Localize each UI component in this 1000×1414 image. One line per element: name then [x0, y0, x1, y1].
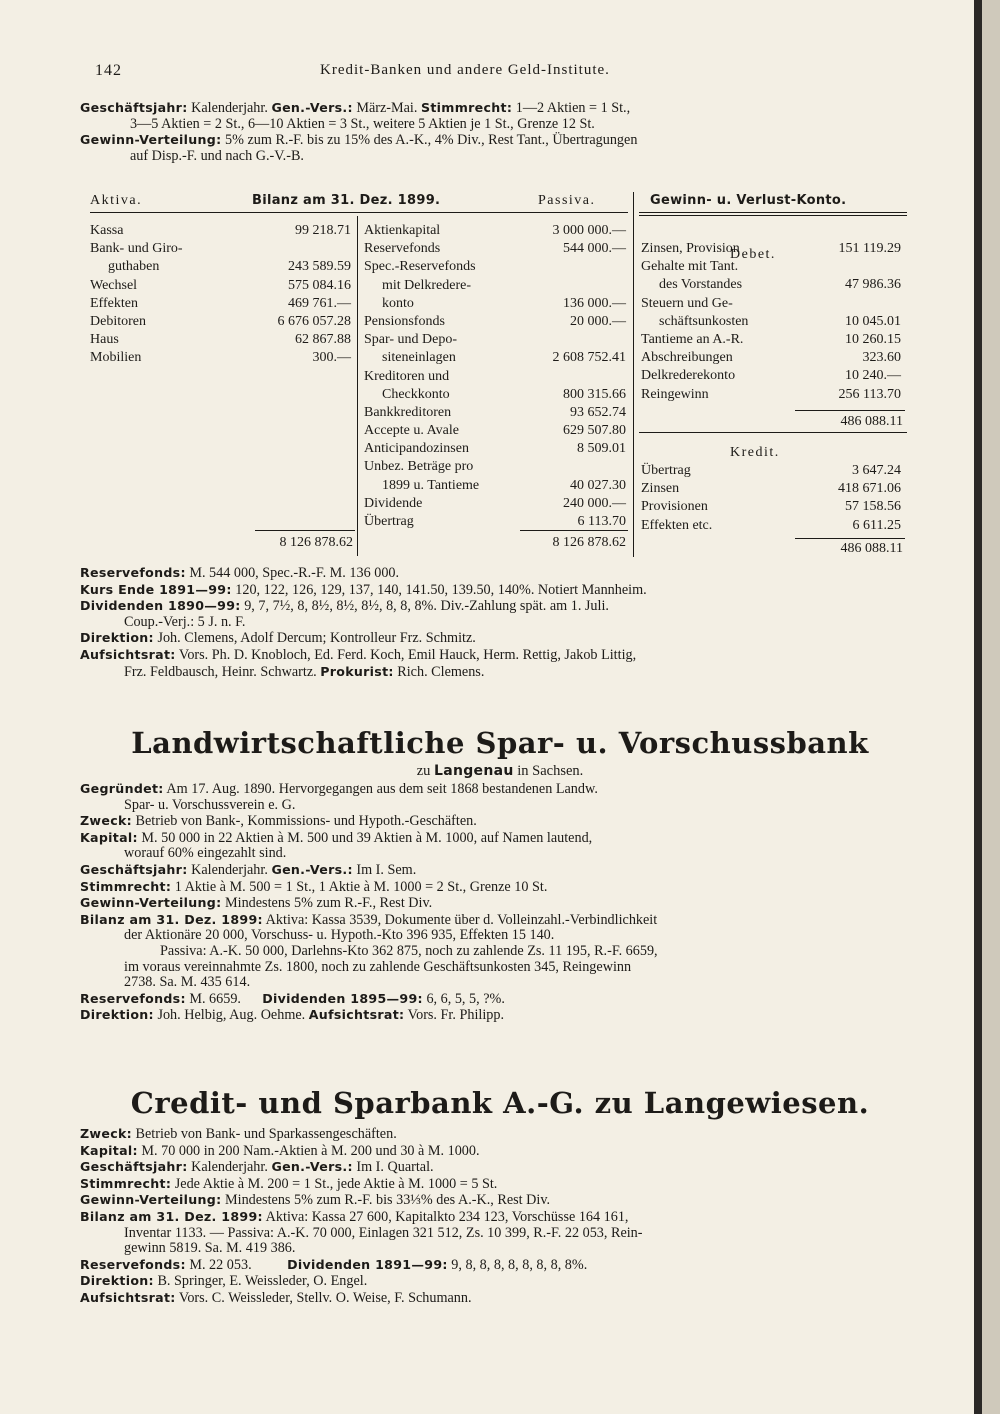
field-label: Direktion: — [80, 630, 154, 646]
info-line — [80, 1290, 910, 1307]
field-text: Kalenderjahr. — [187, 861, 272, 878]
field-text: gewinn 5819. Sa. M. 419 386. — [124, 1240, 296, 1257]
ledger-item-value: 256 113.70 — [838, 386, 901, 402]
ledger-row — [641, 462, 905, 480]
ledger-item-name: schäftsunkosten — [659, 313, 749, 329]
info-line — [80, 1126, 910, 1143]
ledger-item-name: siteneinlagen — [382, 350, 456, 366]
ledger-item-value: 10 240.— — [845, 368, 901, 384]
aktiva-total: 8 126 878.62 — [279, 535, 353, 550]
aktiva-column — [90, 222, 355, 368]
ledger-item-value: 6 676 057.28 — [277, 313, 351, 329]
ledger-item-name: Steuern und Ge- — [641, 295, 733, 311]
ledger-row — [364, 331, 630, 349]
ledger-item-value: 575 084.16 — [288, 277, 351, 293]
passiva-label: Passiva. — [538, 193, 596, 208]
field-text: Inventar 1133. — Passiva: A.-K. 70 000, Einlagen 321 512, Zs. 10 399, R.-F. 22 053, Rein- — [124, 1224, 643, 1241]
info-line — [80, 582, 910, 599]
ledger-row — [641, 276, 905, 294]
ledger-row — [364, 386, 630, 404]
info-line — [80, 895, 910, 912]
info-line: auf Disp.-F. und nach G.-V.-B. — [130, 147, 304, 164]
ledger-row — [641, 367, 905, 385]
ledger-row — [364, 313, 630, 331]
ledger-item-value: 323.60 — [862, 350, 901, 366]
ledger-item-name: guthaben — [108, 259, 160, 275]
ledger-item-name: Übertrag — [641, 463, 691, 478]
field-text: Vors. C. Weissleder, Stellv. O. Weise, F. Schumann. — [175, 1289, 472, 1306]
field-text: Mindestens 5% zum R.-F. bis 33⅓% des A.-K., Rest Div. — [221, 1192, 551, 1209]
field-label: Prokurist: — [320, 663, 394, 679]
ledger-row — [364, 495, 630, 513]
ledger-row — [641, 313, 905, 331]
field-label: Zweck: — [80, 1126, 132, 1141]
info-line — [80, 1226, 910, 1242]
field-label: Reservefonds: — [80, 565, 186, 580]
passiva-total: 8 126 878.62 — [552, 535, 626, 550]
ledger-item-value: 240 000.— — [563, 495, 626, 511]
ledger-item-value: 93 652.74 — [570, 404, 626, 420]
info-line — [80, 928, 910, 944]
ledger-item-value: 20 000.— — [570, 313, 626, 329]
field-label: Kurs Ende 1891—99: — [80, 581, 232, 597]
info-line — [80, 1257, 910, 1274]
info-line — [80, 615, 910, 631]
sum-rule — [255, 530, 355, 531]
ledger-item-name: Bank- und Giro- — [90, 241, 183, 257]
page-edge — [982, 0, 1000, 1414]
ledger-row — [641, 295, 905, 313]
field-label: Reservefonds: — [80, 1256, 186, 1272]
field-label: Direktion: — [80, 1273, 154, 1289]
field-label: Dividenden 1891—99: — [287, 1256, 448, 1272]
bank3-details — [80, 1126, 910, 1307]
field-text: Passiva: A.-K. 50 000, Darlehns-Kto 362 875, noch zu zahlende Zs. 11 195, R.-F. 6659, — [160, 942, 658, 959]
ledger-item-value: 99 218.71 — [295, 223, 351, 238]
ledger-item-value: 418 671.06 — [838, 481, 901, 497]
field-text: Vors. Ph. D. Knobloch, Ed. Ferd. Koch, Emil Hauck, Herm. Rettig, Jakob Littig, — [175, 646, 637, 663]
ledger-item-name: Zinsen, Provision — [641, 241, 740, 256]
bank1-details — [80, 565, 910, 680]
page-number: 142 — [95, 62, 122, 79]
info-line — [80, 1241, 910, 1257]
ledger-item-value: 469 761.— — [288, 295, 351, 311]
ledger-row — [641, 240, 905, 258]
info-line — [80, 647, 910, 664]
ledger-row — [641, 331, 905, 349]
info-line — [80, 1159, 910, 1176]
field-label: Dividenden 1895—99: — [262, 990, 423, 1006]
field-text: Frz. Feldbausch, Heinr. Schwartz. — [124, 663, 321, 680]
field-text: Betrieb von Bank-, Kommissions- und Hypoth.-Geschäften. — [131, 813, 477, 830]
field-label: Gewinn-Verteilung: — [80, 1192, 222, 1208]
ledger-row — [641, 498, 905, 516]
field-label: Dividenden 1890—99: — [80, 598, 241, 614]
field-text: Kalenderjahr. — [187, 1159, 272, 1176]
field-label: Bilanz am 31. Dez. 1899: — [80, 911, 263, 927]
ledger-row — [641, 258, 905, 276]
gv-title: Gewinn- u. Verlust-Konto. — [650, 193, 847, 208]
rule — [90, 212, 628, 213]
ledger-item-value: 40 027.30 — [570, 477, 626, 493]
kredit-label: Kredit. — [730, 445, 780, 460]
field-label: Gen.-Vers.: — [271, 1159, 353, 1175]
ledger-item-value: 300.— — [312, 350, 351, 366]
ledger-item-value: 629 507.80 — [563, 423, 626, 439]
ledger-row — [364, 477, 630, 495]
ledger-item-name: Anticipandozinsen — [364, 441, 469, 457]
ledger-item-value: 3 000 000.— — [552, 223, 626, 238]
field-label: Stimmrecht: — [80, 1175, 172, 1191]
ledger-item-name: Abschreibungen — [641, 350, 733, 366]
balance-sheet — [90, 192, 910, 562]
ledger-item-name: 1899 u. Tantieme — [382, 477, 480, 493]
ledger-row — [364, 513, 630, 531]
field-text: M. 70 000 in 200 Nam.-Aktien à M. 200 und 30 à M. 1000. — [137, 1142, 480, 1159]
field-text: Aktiva: Kassa 27 600, Kapitalkto 234 123, Vorschüsse 164 161, — [262, 1208, 629, 1225]
field-text: 9, 8, 8, 8, 8, 8, 8, 8, 8%. — [447, 1256, 588, 1273]
ledger-item-name: Bankkreditoren — [364, 404, 452, 420]
bank2-title: Landwirtschaftliche Spar- u. Vorschussbank — [131, 726, 869, 760]
field-text: 120, 122, 126, 129, 137, 140, 141.50, 139.50, 140%. Notiert Mannheim. — [231, 581, 647, 598]
bank3-title: Credit- und Sparbank A.-G. zu Langewiesen. — [130, 1086, 870, 1120]
info-line — [80, 813, 910, 830]
field-text: Spar- u. Vorschussverein e. G. — [124, 796, 296, 813]
ledger-row — [364, 277, 630, 295]
info-line — [80, 565, 910, 582]
ledger-item-name: des Vorstandes — [659, 277, 743, 293]
field-text: im voraus vereinnahmte Zs. 1800, noch zu zahlende Geschäftsunkosten 345, Reingewinn — [124, 958, 632, 975]
field-text: 1 Aktie à M. 500 = 1 St., 1 Aktie à M. 1000 = 2 St., Grenze 10 St. — [171, 878, 548, 895]
info-line — [80, 630, 910, 647]
ledger-item-name: Effekten etc. — [641, 517, 713, 533]
field-label: Gewinn-Verteilung: — [80, 895, 222, 911]
ledger-item-name: Provisionen — [641, 499, 708, 515]
field-label: Stimmrecht: — [80, 878, 172, 894]
ledger-row — [364, 222, 630, 240]
ledger-item-name: Wechsel — [90, 277, 138, 293]
field-label: Direktion: — [80, 1007, 154, 1023]
field-text: 9, 7, 7½, 8, 8½, 8½, 8½, 8, 8, 8%. Div.-Zahlung spät. am 1. Juli. — [240, 598, 609, 615]
ledger-item-name: Übertrag — [364, 514, 414, 529]
info-line — [80, 1143, 910, 1160]
field-label: Aufsichtsrat: — [80, 1289, 176, 1305]
ledger-item-name: Reingewinn — [641, 386, 709, 402]
ledger-item-value: 47 986.36 — [845, 277, 901, 293]
field-label: Aufsichtsrat: — [80, 646, 176, 662]
column-divider — [357, 216, 358, 556]
field-text: Am 17. Aug. 1890. Hervorgegangen aus dem seit 1868 bestandenen Landw. — [163, 781, 598, 797]
ledger-item-name: Accepte u. Avale — [364, 423, 459, 439]
ledger-item-name: Pensionsfonds — [364, 313, 445, 329]
bank2-subtitle: zu Langenau in Sachsen. — [416, 763, 584, 779]
ledger-item-name: konto — [382, 295, 414, 311]
info-line — [80, 1007, 910, 1024]
passiva-column — [364, 222, 630, 531]
field-text: M. 544 000, Spec.-R.-F. M. 136 000. — [185, 565, 400, 581]
info-line — [80, 798, 910, 814]
field-text: M. 50 000 in 22 Aktien à M. 500 und 39 Aktien à M. 1000, auf Namen lautend, — [137, 829, 593, 846]
field-label: Geschäftsjahr: — [80, 1159, 188, 1175]
ledger-item-name: Zinsen — [641, 481, 680, 497]
field-label: Kapital: — [80, 1142, 138, 1158]
ledger-item-name: mit Delkredere- — [382, 277, 472, 293]
ledger-item-name: Kreditoren und — [364, 368, 450, 384]
info-line — [80, 1273, 910, 1290]
bank2-details — [80, 781, 910, 1024]
field-label: Gegründet: — [80, 781, 164, 796]
ledger-row — [364, 440, 630, 458]
debet-total: 486 088.11 — [840, 414, 903, 429]
ledger-row — [90, 331, 355, 349]
ledger-row — [90, 240, 355, 258]
info-line — [80, 879, 910, 896]
field-text: Rich. Clemens. — [393, 663, 485, 680]
bank1-info — [80, 100, 910, 164]
field-label: Geschäftsjahr: — [80, 861, 188, 877]
field-label: Bilanz am 31. Dez. 1899: — [80, 1208, 263, 1224]
rule — [639, 212, 907, 213]
info-line — [80, 960, 910, 976]
field-label: Zweck: — [80, 813, 132, 829]
ledger-item-value: 57 158.56 — [845, 499, 901, 515]
ledger-row — [641, 517, 905, 535]
field-text: 2738. Sa. M. 435 614. — [124, 974, 251, 991]
balance-title: Bilanz am 31. Dez. 1899. — [252, 193, 441, 208]
ledger-item-name: Effekten — [90, 295, 138, 311]
debet-column — [641, 240, 905, 404]
ledger-row — [364, 240, 630, 258]
info-line — [80, 862, 910, 879]
info-line — [80, 781, 910, 798]
info-line: 3—5 Aktien = 2 St., 6—10 Aktien = 3 St., weitere 5 Aktien je 1 St., Grenze 12 St. — [130, 115, 595, 132]
ledger-row — [364, 295, 630, 313]
ledger-item-value: 3 647.24 — [852, 463, 901, 478]
info-line — [80, 991, 910, 1008]
field-text: M. 22 053. — [185, 1256, 288, 1273]
field-label: Reservefonds: — [80, 990, 186, 1006]
aktiva-label: Aktiva. — [90, 193, 143, 208]
field-label: Gen.-Vers.: — [271, 861, 353, 877]
ledger-item-value: 544 000.— — [563, 241, 626, 257]
info-line: Geschäftsjahr: Kalenderjahr. Gen.-Vers.: März-Mai. Stimmrecht: 1—2 Aktien = 1 St., — [80, 100, 631, 116]
ledger-item-value: 136 000.— — [563, 295, 626, 311]
running-title: Kredit-Banken und andere Geld-Institute. — [320, 62, 610, 78]
field-label: Aufsichtsrat: — [308, 1007, 405, 1023]
ledger-row — [90, 258, 355, 276]
ledger-item-value: 6 611.25 — [852, 517, 901, 533]
field-text: Mindestens 5% zum R.-F., Rest Div. — [221, 895, 433, 912]
info-line — [80, 664, 910, 681]
field-text: Aktiva: Kassa 3539, Dokumente über d. Volleinzahl.-Verbindlichkeit — [262, 911, 658, 928]
ledger-row — [364, 258, 630, 276]
sum-rule — [795, 538, 905, 539]
column-divider — [633, 192, 634, 557]
ledger-item-value: 243 589.59 — [288, 259, 351, 275]
field-text: Im I. Quartal. — [352, 1159, 434, 1176]
ledger-row — [364, 368, 630, 386]
field-text: B. Springer, E. Weissleder, O. Engel. — [153, 1273, 368, 1290]
binding-edge — [974, 0, 982, 1414]
sum-rule — [795, 410, 905, 411]
ledger-item-name: Spec.-Reservefonds — [364, 259, 476, 275]
field-text: 6, 6, 5, 5, ?%. — [422, 990, 505, 1007]
info-line — [80, 1192, 910, 1209]
ledger-item-name: Gehalte mit Tant. — [641, 259, 739, 275]
ledger-row — [364, 349, 630, 367]
rule — [639, 432, 907, 433]
field-text: Betrieb von Bank- und Sparkassengeschäften. — [131, 1126, 397, 1142]
ledger-item-value: 62 867.88 — [295, 332, 351, 348]
ledger-item-name: Delkrederekonto — [641, 368, 736, 384]
field-text: Im I. Sem. — [352, 861, 417, 878]
field-text: Jede Aktie à M. 200 = 1 St., jede Aktie à M. 1000 = 5 St. — [171, 1175, 498, 1192]
ledger-item-value: 151 119.29 — [838, 241, 901, 256]
ledger-row — [641, 349, 905, 367]
info-line — [80, 912, 910, 929]
ledger-item-name: Debitoren — [90, 313, 146, 329]
ledger-row — [364, 458, 630, 476]
field-text: M. 6659. — [185, 990, 263, 1007]
ledger-item-value: 2 608 752.41 — [552, 350, 626, 366]
info-line — [80, 1209, 910, 1226]
ledger-row — [90, 295, 355, 313]
ledger-row — [641, 386, 905, 404]
field-text: der Aktionäre 20 000, Vorschuss- u. Hypoth.-Kto 396 935, Effekten 15 140. — [124, 927, 555, 944]
ledger-item-name: Haus — [90, 332, 119, 348]
ledger-row — [90, 222, 355, 240]
field-label: Kapital: — [80, 829, 138, 845]
ledger-item-value: 6 113.70 — [577, 514, 626, 529]
sum-rule — [520, 530, 628, 531]
kredit-total: 486 088.11 — [840, 541, 903, 556]
kredit-column — [641, 462, 905, 535]
ledger-item-name: Tantieme an A.-R. — [641, 331, 744, 347]
ledger-item-name: Aktienkapital — [364, 223, 441, 238]
ledger-item-value: 800 315.66 — [563, 386, 626, 402]
ledger-item-name: Mobilien — [90, 350, 142, 366]
ledger-row — [364, 422, 630, 440]
ledger-item-value: 8 509.01 — [577, 441, 626, 457]
ledger-item-name: Reservefonds — [364, 241, 441, 257]
info-line: Gewinn-Verteilung: 5% zum R.-F. bis zu 15% des A.-K., 4% Div., Rest Tant., Übertragungen — [80, 132, 638, 149]
field-text: Vors. Fr. Philipp. — [404, 1007, 504, 1024]
field-text: Joh. Clemens, Adolf Dercum; Kontrolleur Frz. Schmitz. — [153, 630, 476, 647]
field-text: Joh. Helbig, Aug. Oehme. — [153, 1007, 309, 1024]
info-line — [80, 830, 910, 847]
ledger-row — [90, 277, 355, 295]
info-line — [80, 846, 910, 862]
ledger-item-value: 10 045.01 — [845, 313, 901, 329]
ledger-item-name: Dividende — [364, 495, 423, 511]
field-text: worauf 60% eingezahlt sind. — [124, 845, 287, 862]
debet-label: Debet. — [730, 247, 776, 262]
ledger-item-name: Checkkonto — [382, 386, 450, 402]
ledger-row — [90, 349, 355, 367]
ledger-item-name: Unbez. Beträge pro — [364, 459, 474, 475]
rule — [639, 215, 907, 216]
info-line — [80, 975, 910, 991]
ledger-item-name: Spar- und Depo- — [364, 332, 458, 348]
ledger-row — [90, 313, 355, 331]
info-line — [80, 944, 910, 960]
info-line — [80, 1176, 910, 1193]
ledger-item-name: Kassa — [90, 223, 124, 238]
info-line — [80, 598, 910, 615]
field-text: Coup.-Verj.: 5 J. n. F. — [124, 613, 246, 630]
ledger-row — [641, 480, 905, 498]
ledger-row — [364, 404, 630, 422]
ledger-item-value: 10 260.15 — [845, 331, 901, 347]
